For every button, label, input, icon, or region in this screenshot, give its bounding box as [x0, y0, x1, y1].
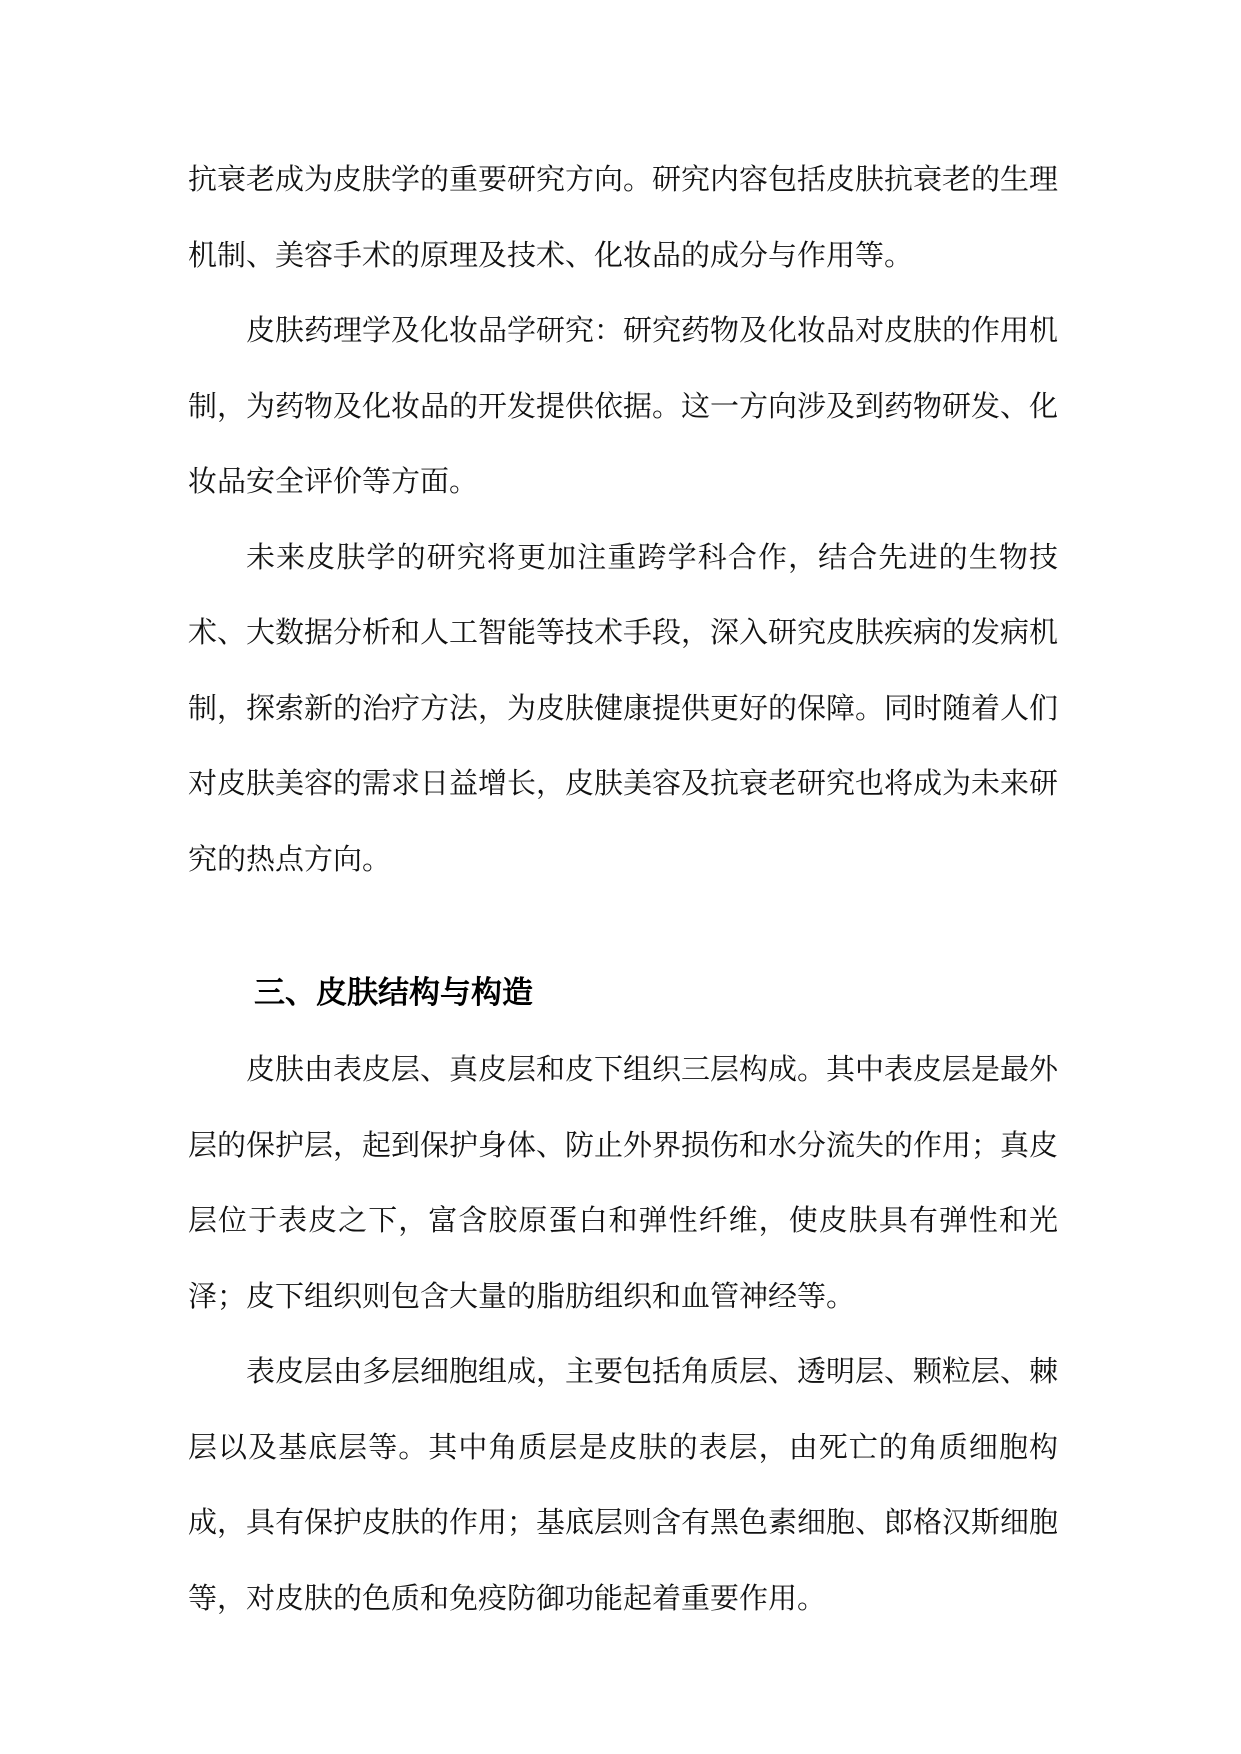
document-body [188, 142, 1058, 1636]
paragraph-pharmacology: 皮肤药理学及化妆品学研究：研究药物及化妆品对皮肤的作用机制，为药物及化妆品的开发提供依据。这一方向涉及到药物研发、化妆品安全评价等方面。 [188, 313, 1059, 498]
section-heading: 三、皮肤结构与构造 [254, 975, 533, 1011]
paragraph-epidermis: 表皮层由多层细胞组成，主要包括角质层、透明层、颗粒层、棘层以及基底层等。其中角质层是皮肤的表层，由死亡的角质细胞构成，具有保护皮肤的作用；基底层则含有黑色素细胞、郎格汉斯细胞等，对皮肤的色质和免疫防御功能起着重要作用。 [188, 1354, 1059, 1615]
paragraph-skin-layers: 皮肤由表皮层、真皮层和皮下组织三层构成。其中表皮层是最外层的保护层，起到保护身体、防止外界损伤和水分流失的作用；真皮层位于表皮之下，富含胶原蛋白和弹性纤维，使皮肤具有弹性和光泽；皮下组织则包含大量的脂肪组织和血管神经等。 [188, 1052, 1059, 1313]
paragraph-future-research: 未来皮肤学的研究将更加注重跨学科合作，结合先进的生物技术、大数据分析和人工智能等技术手段，深入研究皮肤疾病的发病机制，探索新的治疗方法，为皮肤健康提供更好的保障。同时随着人们对皮肤美容的需求日益增长，皮肤美容及抗衰老研究也将成为未来研究的热点方向。 [188, 539, 1059, 876]
paragraph-anti-aging: 抗衰老成为皮肤学的重要研究方向。研究内容包括皮肤抗衰老的生理机制、美容手术的原理及技术、化妆品的成分与作用等。 [188, 162, 1059, 272]
